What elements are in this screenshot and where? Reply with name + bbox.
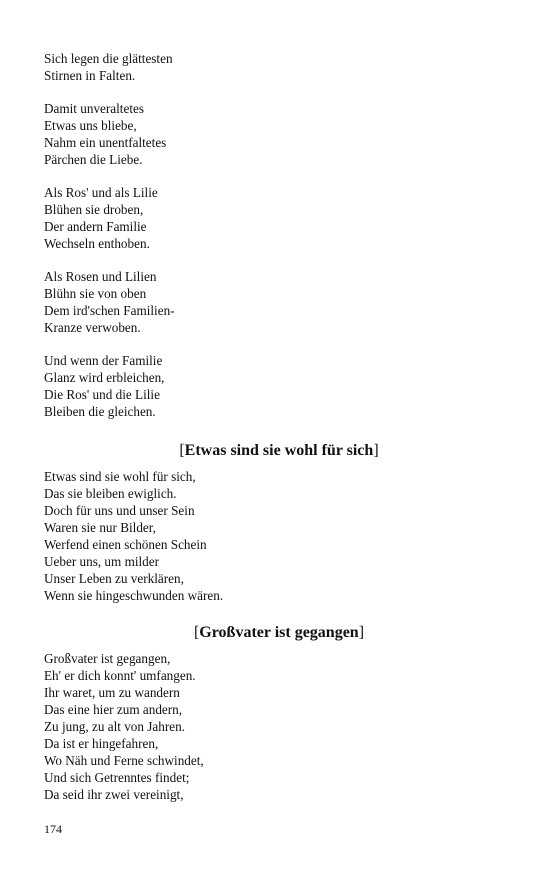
verse-line: Doch für uns und unser Sein: [44, 503, 195, 518]
stanza: [44, 100, 514, 168]
verse-line: Pärchen die Liebe.: [44, 152, 143, 167]
verse-line: Ueber uns, um milder: [44, 554, 159, 569]
page-number: 174: [44, 822, 62, 836]
verse-line: Unser Leben zu verklären,: [44, 571, 184, 586]
verse-line: Wechseln enthoben.: [44, 236, 150, 251]
verse-line: Die Ros' und die Lilie: [44, 387, 160, 402]
poem-title: [44, 623, 514, 643]
book-page: [44, 50, 514, 803]
poem-title: [44, 441, 514, 461]
verse-line: Sich legen die glättesten: [44, 51, 173, 66]
title-bracket-close: ]: [358, 624, 365, 641]
verse-line: Da seid ihr zwei vereinigt,: [44, 787, 184, 802]
verse-line: Werfend einen schönen Schein: [44, 537, 207, 552]
verse-line: Bleiben die gleichen.: [44, 404, 156, 419]
verse-line: Wenn sie hingeschwunden wären.: [44, 588, 224, 603]
title-bracket-open: [: [179, 442, 185, 459]
stanza: [44, 184, 514, 252]
stanza: [44, 268, 514, 336]
verse-line: Dem ird'schen Familien-: [44, 303, 175, 318]
verse-line: Waren sie nur Bilder,: [44, 520, 156, 535]
verse-line: Großvater ist gegangen,: [44, 651, 171, 666]
poem-title-text: Großvater ist gegangen: [199, 624, 359, 641]
poem-body: [44, 468, 514, 604]
verse-line: Wo Näh und Ferne schwindet,: [44, 753, 204, 768]
verse-line: Ihr waret, um zu wandern: [44, 685, 180, 700]
title-bracket-close: ]: [373, 442, 379, 459]
title-bracket-open: [: [193, 624, 200, 641]
verse-line: Stirnen in Falten.: [44, 68, 136, 83]
verse-line: Etwas sind sie wohl für sich,: [44, 469, 196, 484]
verse-line: Zu jung, zu alt von Jahren.: [44, 719, 185, 734]
poem-continued: [44, 50, 514, 420]
verse-line: Blühen sie droben,: [44, 202, 144, 217]
verse-line: Als Ros' und als Lilie: [44, 185, 158, 200]
verse-line: Und sich Getrenntes findet;: [44, 770, 190, 785]
verse-line: Etwas uns bliebe,: [44, 118, 137, 133]
verse-line: Nahm ein unentfaltetes: [44, 135, 167, 150]
verse-line: Das sie bleiben ewiglich.: [44, 486, 177, 501]
verse-line: Der andern Familie: [44, 219, 147, 234]
verse-line: Eh' er dich konnt' umfangen.: [44, 668, 196, 683]
verse-line: Kranze verwoben.: [44, 320, 141, 335]
verse-line: Blühn sie von oben: [44, 286, 147, 301]
verse-line: Damit unveraltetes: [44, 101, 144, 116]
poem-body: [44, 650, 514, 803]
stanza: [44, 352, 514, 420]
verse-line: Als Rosen und Lilien: [44, 269, 157, 284]
verse-line: Das eine hier zum andern,: [44, 702, 183, 717]
verse-line: Da ist er hingefahren,: [44, 736, 159, 751]
verse-line: Glanz wird erbleichen,: [44, 370, 165, 385]
verse-line: Und wenn der Familie: [44, 353, 163, 368]
stanza: [44, 50, 514, 84]
poem-title-text: Etwas sind sie wohl für sich: [184, 442, 374, 459]
